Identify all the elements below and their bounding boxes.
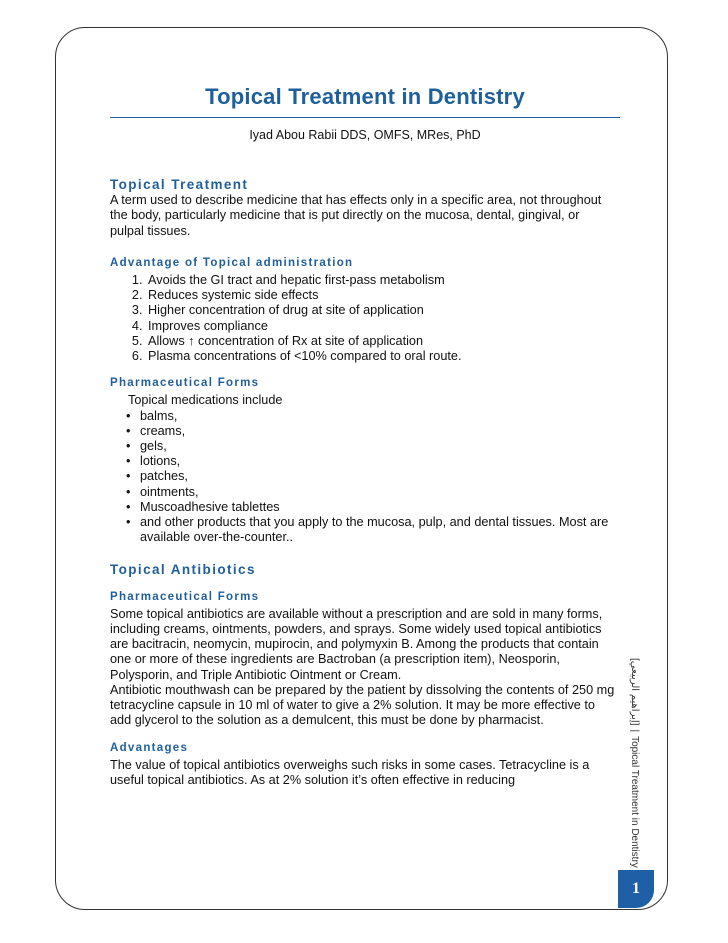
list-item-text: and other products that you apply to the mucosa, pulp, and dental tissues. Most are available over-the-counter.. [140, 515, 609, 545]
list-item [126, 423, 615, 439]
bullet-icon: • [126, 439, 131, 454]
heading-advantages: Advantages [110, 741, 189, 754]
list-item [126, 484, 615, 500]
side-header-title: Topical Treatment in Dentistry [629, 736, 640, 868]
list-item [126, 454, 615, 469]
list-item-text: balms, [140, 408, 178, 423]
list-item-text: patches, [140, 469, 188, 484]
bullet-icon: • [126, 499, 131, 514]
document-title: Topical Treatment in Dentistry [205, 84, 525, 109]
title-underline [110, 117, 620, 118]
page-number-badge: 1 [618, 870, 654, 908]
pharmaceutical-forms-intro: Topical medications include [128, 393, 283, 408]
list-item-text: lotions, [140, 454, 181, 469]
list-item [126, 439, 615, 454]
antibiotic-forms-paragraph: Some topical antibiotics are available without a prescription and are sold in many forms, including creams, ointments, powders, and sprays. Some widely used topical antibiotics are bacitracin, neomycin, mupirocin, and polymyxin B. Among the products that contain one or more of these ingredients are Bactroban (a prescription item), Neosporin, Polysporin, and Triple Antibiotic Ointment or Cream. [110, 606, 603, 682]
list-item-text: creams, [140, 423, 186, 438]
list-item: 6. Plasma concentrations of <10% compared to oral route. [146, 349, 615, 364]
author-line: Iyad Abou Rabii DDS, OMFS, MRes, PhD [249, 128, 481, 142]
list-item [126, 515, 615, 545]
bullet-icon: • [126, 484, 131, 499]
list-item [126, 469, 615, 484]
advantage-list [110, 273, 615, 364]
bullet-icon: • [126, 454, 131, 469]
list-item [126, 408, 615, 424]
bullet-icon: • [126, 469, 131, 484]
list-item: 5. Allows ↑ concentration of Rx at site of application [146, 334, 615, 349]
list-item: 1. Avoids the GI tract and hepatic first-pass metabolism [146, 273, 615, 288]
heading-topical-antibiotics: Topical Antibiotics [110, 562, 256, 578]
topical-treatment-definition: A term used to describe medicine that has effects only in a specific area, not throughout the body, particularly medicine that is put directly on the mucosa, dental, gingival, or pulpal tissues. [110, 193, 602, 238]
side-header-arabic: [إبراهيم الربيعي] [629, 658, 640, 726]
list-item-text: Muscoadhesive tablettes [140, 499, 280, 514]
list-item-text: ointments, [140, 484, 199, 499]
main-content [110, 172, 615, 788]
list-item-text: gels, [140, 439, 167, 454]
side-header-separator: | [629, 729, 640, 733]
antibiotic-mouthwash-paragraph: Antibiotic mouthwash can be prepared by the patient by dissolving the contents of 250 mg tetracycline capsule in 10 ml of water to give a 2% solution. It may be more effective to add glycerol to the solution as a demulcent, this must be done by pharmacist. [110, 682, 615, 728]
advantages-paragraph: The value of topical antibiotics overweighs such risks in some cases. Tetracycline is a useful topical antibiotics. As at 2% solution it’s often effective in reducing [110, 757, 590, 787]
heading-antibiotic-pharmaceutical-forms: Pharmaceutical Forms [110, 590, 260, 603]
bullet-icon: • [126, 423, 131, 438]
bullet-icon: • [126, 515, 131, 530]
pharmaceutical-forms-list [110, 409, 615, 546]
heading-topical-treatment: Topical Treatment [110, 177, 249, 192]
side-running-header [629, 658, 640, 868]
list-item: 3. Higher concentration of drug at site of application [146, 303, 615, 318]
list-item: 2. Reduces systemic side effects [146, 288, 615, 303]
list-item: 4. Improves compliance [146, 319, 615, 334]
bullet-icon: • [126, 408, 131, 423]
heading-pharmaceutical-forms: Pharmaceutical Forms [110, 377, 260, 390]
heading-advantage: Advantage of Topical administration [110, 256, 354, 269]
list-item [126, 499, 615, 515]
